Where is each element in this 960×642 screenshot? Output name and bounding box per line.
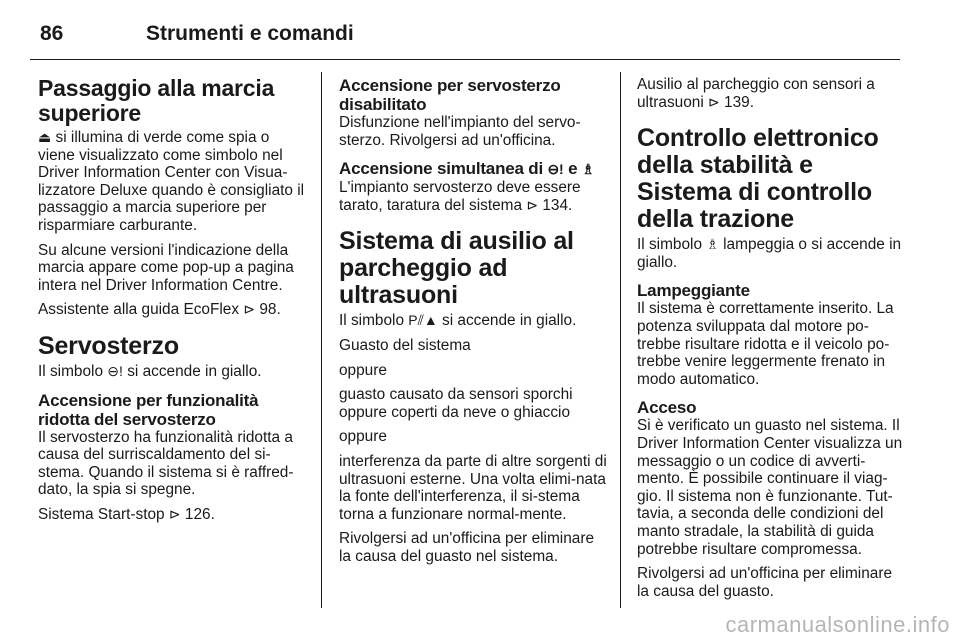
column-divider-1: [321, 72, 322, 608]
running-title: Strumenti e comandi: [146, 22, 354, 45]
reference-arrow-icon: ⊳: [243, 301, 256, 318]
page-ref-139[interactable]: 139.: [724, 93, 754, 111]
heading-servosterzo: Servosterzo: [38, 331, 179, 360]
paragraph-simultaneous: L'impianto servosterzo deve essere tarato, taratura del sistema ⊳ 134.: [339, 179, 581, 214]
upshift-icon: ⏏: [38, 129, 52, 145]
heading-disabled: Accensione per servosterzo disabilitato: [339, 76, 561, 114]
paragraph-servo: Il simbolo ⊖! si accende in giallo.: [38, 362, 262, 380]
paragraph-parking-5: interferenza da parte di altre sorgenti di ultrasuoni esterne. Una volta elimi-nata la fonte dell'interferenza, il si-stema torna a funzionare normal-mente.: [339, 452, 607, 523]
parking-sensor-icon: P⫽▲: [408, 312, 438, 329]
column-divider-2: [620, 72, 621, 608]
page-ref-98[interactable]: 98.: [259, 301, 281, 319]
reference-arrow-icon: ⊳: [526, 196, 539, 213]
paragraph-parking-6: Rivolgersi ad un'officina per eliminare la causa del guasto nel sistema.: [339, 530, 595, 565]
heading-simultaneous: Accensione simultanea di ⊖! e ♗: [339, 159, 595, 179]
heading-blinking: Lampeggiante: [637, 281, 750, 301]
column-1: [38, 70, 306, 531]
page-ref-134[interactable]: 134.: [542, 196, 573, 214]
paragraph-parking-2: oppure: [339, 361, 387, 379]
paragraph-aux: Ausilio al parcheggio con sensori a ultrasuoni ⊳ 139.: [637, 76, 875, 111]
paragraph-on-2: Rivolgersi ad un'officina per eliminare la causa del guasto.: [637, 565, 893, 600]
header-rule: [30, 59, 900, 60]
esc-icon: ♗: [706, 236, 719, 253]
paragraph-disabled: Disfunzione nell'impianto del servo-sterzo. Rivolgersi ad un'officina.: [339, 114, 581, 149]
paragraph-parking-4: oppure: [339, 428, 387, 446]
paragraph-upshift-2: Su alcune versioni l'indicazione della marcia appare come pop-up a pagina intera nel Driver Information Centre.: [38, 241, 294, 294]
watermark: carmanualsonline.info: [725, 612, 950, 637]
heading-on: Acceso: [637, 398, 697, 418]
paragraph-ecoflex: Assistente alla guida EcoFlex ⊳ 98.: [38, 301, 281, 319]
heading-upshift: Passaggio alla marcia superiore: [38, 75, 275, 126]
heading-reduced: Accensione per funzionalità ridotta del servosterzo: [38, 390, 259, 429]
heading-esc: Controllo elettronico della stabilità e Sistema di controllo della trazione: [637, 124, 879, 234]
paragraph-parking-3: guasto causato da sensori sporchi oppure coperti da neve o ghiaccio: [339, 386, 573, 421]
power-steering-icon: ⊖!: [107, 362, 123, 379]
paragraph-upshift-1: ⏏ si illumina di verde come spia o viene visualizzato come simbolo nel Driver Information Center con Visua-lizzatore Deluxe quando è consigliato il passaggio a marcia superiore per risparmiare carburante.: [38, 129, 305, 234]
heading-parking: Sistema di ausilio al parcheggio ad ultrasuoni: [339, 227, 574, 310]
paragraph-reduced: Il servosterzo ha funzionalità ridotta a causa del surriscaldamento del si-stema. Quando il sistema si è raffred-dato, la spia si spegne.: [38, 428, 294, 499]
page-ref-126[interactable]: 126.: [184, 505, 215, 523]
column-3: [637, 70, 905, 607]
reference-arrow-icon: ⊳: [168, 505, 181, 522]
page-header: [30, 14, 900, 50]
page-number: 86: [40, 22, 64, 45]
paragraph-on: Si è verificato un guasto nel sistema. Il Driver Information Center visualizza un messaggio o un codice di avverti-mento. È possibile continuare il viag-gio. Il sistema non è funzionante. Tut-tavia, a seconda delle condizioni del manto stradale, la stabilità di guida potrebbe risultare compromessa.: [637, 417, 903, 558]
paragraph-blinking: Il sistema è correttamente inserito. La potenza sviluppata dal motore po-trebbe risultare ridotta e il veicolo po-trebbe venire leggermente frenato in modo automatico.: [637, 300, 894, 388]
paragraph-startstop: Sistema Start-stop ⊳ 126.: [38, 505, 215, 523]
power-steering-icon: ⊖!: [547, 161, 564, 178]
esc-icon: ♗: [581, 161, 595, 178]
paragraph-esc: Il simbolo ♗ lampeggia o si accende in giallo.: [637, 236, 902, 271]
paragraph-parking-symbol: Il simbolo P⫽▲ si accende in giallo.: [339, 312, 577, 330]
paragraph-parking-1: Guasto del sistema: [339, 336, 471, 354]
column-2: [339, 70, 607, 573]
reference-arrow-icon: ⊳: [708, 93, 720, 110]
